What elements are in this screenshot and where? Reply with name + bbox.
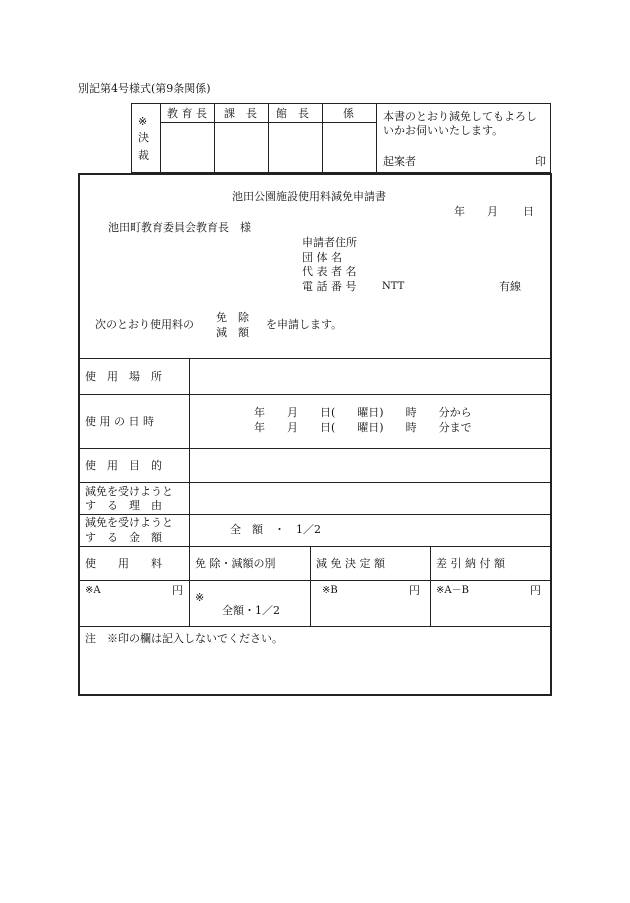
- approval-note-line1: 本書のとおり減免してもよろし: [383, 110, 537, 123]
- cell-b: ※B: [322, 585, 338, 596]
- datetime-from: 年 月 日( 曜日) 時 分から: [254, 406, 472, 419]
- phone-label: 電 話 番 号: [302, 280, 357, 293]
- place-label: 使 用 場 所: [85, 370, 162, 383]
- approval-label-2: 裁: [138, 149, 149, 162]
- approval-mark: ※: [138, 115, 148, 128]
- phone-wired: 有線: [499, 280, 521, 293]
- date-month: 月: [487, 205, 498, 218]
- amount-label-2: す る 金 額: [85, 531, 162, 544]
- header-diff: 差 引 納 付 額: [436, 557, 505, 570]
- approval-col-director: 館 長: [276, 107, 309, 120]
- header-fee: 使 用 料: [85, 557, 162, 570]
- group-name-label: 団 体 名: [302, 251, 342, 264]
- approval-note-line2: いかお伺いいたします。: [383, 124, 504, 137]
- approval-col-superintendent: 教 育 長: [167, 107, 207, 120]
- date-year: 年: [454, 205, 465, 218]
- date-day: 日: [523, 205, 534, 218]
- type-value: 全額・1／2: [222, 604, 280, 617]
- applicant-address-label: 申請者住所: [302, 236, 357, 249]
- approval-label-1: 決: [138, 131, 149, 144]
- footer-note: 注 ※印の欄は記入しないでください。: [85, 632, 283, 645]
- cell-ab: ※A－B: [436, 585, 469, 596]
- approval-col-staff: 係: [343, 107, 354, 120]
- addressee: 池田町教育委員会教育長 様: [108, 221, 251, 234]
- reason-label-1: 減免を受けようと: [85, 485, 173, 498]
- amount-value: 全 額 ・ 1／2: [230, 523, 321, 536]
- amount-label-1: 減免を受けようと: [85, 516, 173, 529]
- header-decided: 減 免 決 定 額: [316, 557, 385, 570]
- cell-ab-yen: 円: [530, 584, 541, 597]
- approval-col-section-chief: 課 長: [224, 107, 257, 120]
- option-exempt: 免 除: [216, 311, 249, 324]
- cell-a-yen: 円: [172, 584, 183, 597]
- datetime-label: 使 用 の 日 時: [85, 415, 154, 428]
- header-type: 免 除・減額の別: [195, 557, 276, 570]
- reason-label-2: す る 理 由: [85, 499, 162, 512]
- type-mark: ※: [195, 591, 205, 604]
- representative-label: 代 表 者 名: [302, 265, 357, 278]
- form-number: 別記第4号様式(第9条関係): [78, 82, 211, 95]
- phone-ntt: NTT: [382, 281, 405, 292]
- purpose-label: 使 用 目 的: [85, 459, 162, 472]
- datetime-to: 年 月 日( 曜日) 時 分まで: [254, 421, 472, 434]
- request-suffix: を申請します。: [266, 318, 343, 331]
- cell-b-yen: 円: [409, 584, 420, 597]
- cell-a: ※A: [85, 585, 101, 596]
- option-reduce: 減 額: [216, 326, 249, 339]
- drafter-label: 起案者: [383, 155, 416, 168]
- request-prefix: 次のとおり使用料の: [95, 318, 194, 331]
- seal-mark: 印: [535, 155, 546, 168]
- form-title: 池田公園施設使用料減免申請書: [232, 190, 386, 203]
